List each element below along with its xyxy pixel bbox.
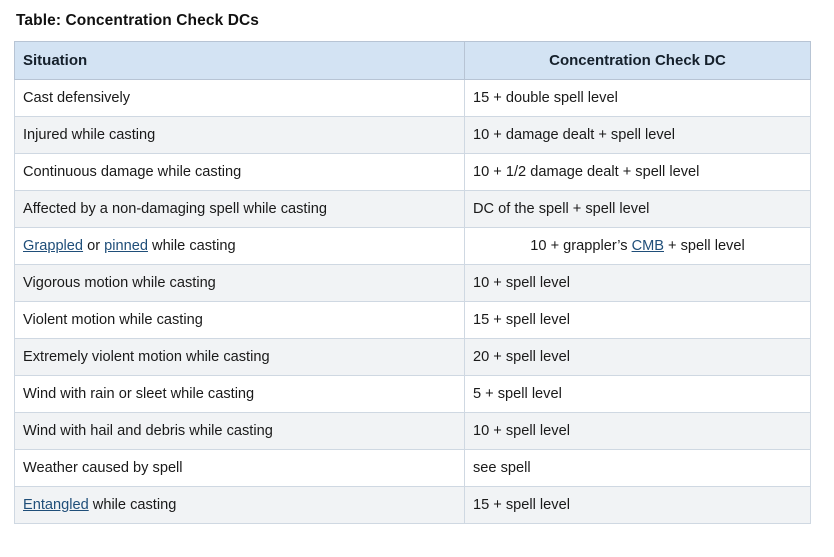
dc-text: DC of the spell + spell level (473, 200, 650, 217)
situation-cell (15, 487, 465, 524)
situation-text: Vigorous motion while casting (23, 274, 216, 291)
situation-cell (15, 302, 465, 339)
table-body (15, 80, 811, 524)
dc-cell (465, 302, 811, 339)
situation-text: Cast defensively (23, 89, 131, 106)
table-row (15, 302, 811, 339)
dc-text: see spell (473, 459, 531, 476)
table-row (15, 339, 811, 376)
table-row (15, 376, 811, 413)
situation-text: Violent motion while casting (23, 311, 203, 328)
dc-cell (465, 117, 811, 154)
table-row (15, 413, 811, 450)
dc-text: 15 + spell level (473, 496, 570, 513)
dc-text: + spell level (664, 237, 745, 254)
situation-text: Continuous damage while casting (23, 163, 242, 180)
situation-link[interactable]: Grappled (23, 237, 84, 254)
dc-text: 5 + spell level (473, 385, 562, 402)
situation-text: Wind with hail and debris while casting (23, 422, 273, 439)
concentration-check-table (14, 41, 811, 524)
dc-cell (465, 265, 811, 302)
dc-cell (465, 80, 811, 117)
situation-link[interactable]: pinned (104, 237, 148, 254)
situation-cell (15, 117, 465, 154)
situation-text: Weather caused by spell (23, 459, 183, 476)
dc-cell (465, 450, 811, 487)
dc-cell (465, 413, 811, 450)
table-row (15, 80, 811, 117)
situation-text: Wind with rain or sleet while casting (23, 385, 255, 402)
dc-cell (465, 487, 811, 524)
dc-text: 20 + spell level (473, 348, 570, 365)
dc-cell (465, 339, 811, 376)
table-row (15, 487, 811, 524)
column-header-situation: Situation (15, 42, 465, 80)
dc-text: 15 + spell level (473, 311, 570, 328)
table-row (15, 265, 811, 302)
situation-text: Extremely violent motion while casting (23, 348, 270, 365)
dc-text: 10 + grappler’s (530, 237, 632, 254)
page-title: Table: Concentration Check DCs (16, 12, 259, 29)
situation-link[interactable]: Entangled (23, 496, 89, 513)
dc-cell (465, 376, 811, 413)
dc-link[interactable]: CMB (631, 237, 664, 254)
table-row (15, 154, 811, 191)
situation-cell (15, 450, 465, 487)
table-row (15, 117, 811, 154)
situation-text: while casting (88, 496, 177, 513)
situation-cell (15, 339, 465, 376)
situation-text: Injured while casting (23, 126, 156, 143)
situation-cell (15, 191, 465, 228)
dc-text: 10 + spell level (473, 274, 570, 291)
situation-cell (15, 228, 465, 265)
dc-cell (465, 228, 811, 265)
dc-text: 10 + damage dealt + spell level (473, 126, 676, 143)
table-row (15, 191, 811, 228)
dc-text: 15 + double spell level (473, 89, 618, 106)
situation-cell (15, 154, 465, 191)
situation-cell (15, 413, 465, 450)
dc-cell (465, 154, 811, 191)
table-header-row (15, 42, 811, 80)
situation-text: or (83, 237, 105, 254)
dc-cell (465, 191, 811, 228)
situation-text: Affected by a non-damaging spell while casting (23, 200, 327, 217)
situation-cell (15, 265, 465, 302)
situation-text: while casting (147, 237, 236, 254)
situation-cell (15, 80, 465, 117)
column-header-dc: Concentration Check DC (465, 42, 811, 80)
situation-cell (15, 376, 465, 413)
dc-text: 10 + spell level (473, 422, 570, 439)
table-row (15, 450, 811, 487)
table-row (15, 228, 811, 265)
dc-text: 10 + 1/2 damage dealt + spell level (473, 163, 700, 180)
